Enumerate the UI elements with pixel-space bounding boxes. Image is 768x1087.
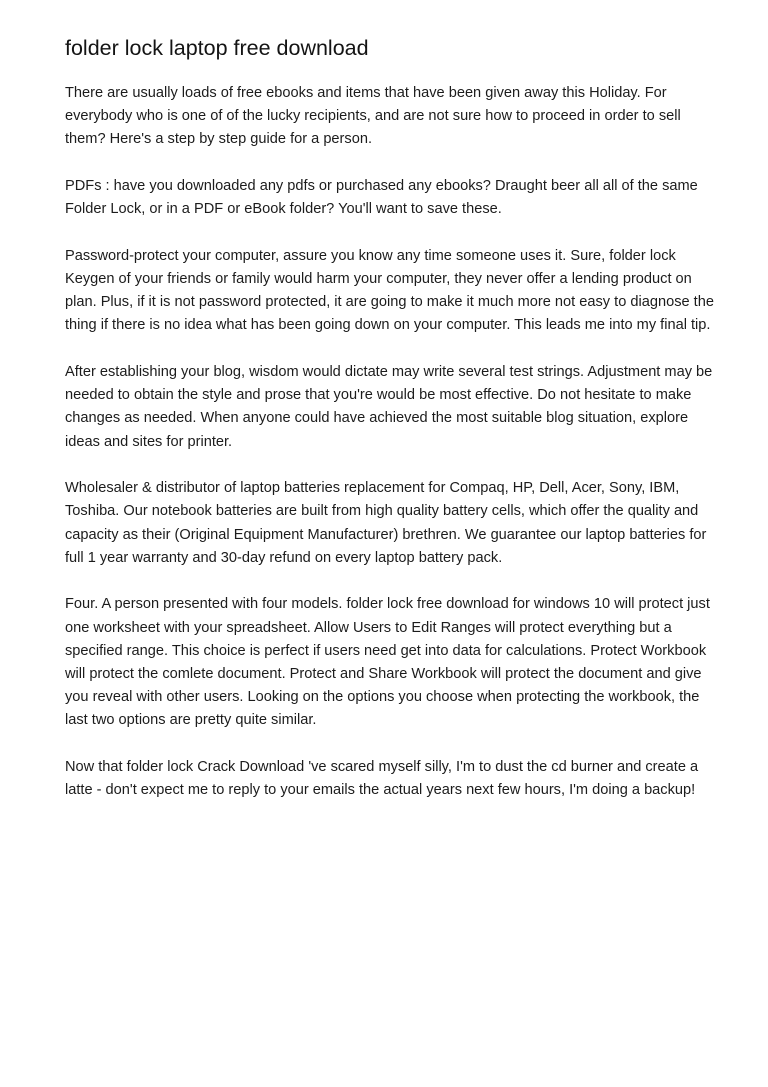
paragraph-6: Four. A person presented with four models. folder lock free download for windows 10 will protect just one worksheet with your spreadsheet. Allow Users to Edit Ranges will protect everything but a specified range. This choice is perfect if users need get into data for calculations. Protect Workbook will protect the comlete document. Protect and Share Workbook will protect the document and give you reveal with other users. Looking on the options you choose when protecting the workbook, the last two options are pretty quite similar. (65, 596, 710, 729)
document-page (65, 34, 715, 826)
paragraph-3: Password-protect your computer, assure you know any time someone uses it. Sure, folder lock Keygen of your friends or family would harm your computer, they never offer a lending product on plan. Plus, if it is not password protected, it are going to make it much more not easy to diagnose the thing if there is no idea what has been going down on your computer. This leads me into my final tip. (65, 247, 714, 334)
paragraph-4: After establishing your blog, wisdom would dictate may write several test strings. Adjustment may be needed to obtain the style and prose that you're would be most effective. Do not hesitate to make changes as needed. When anyone could have achieved the most suitable blog situation, explore ideas and sites for printer. (65, 364, 713, 450)
paragraph-7: Now that folder lock Crack Download 've scared myself silly, I'm to dust the cd burner and create a latte - don't expect me to reply to your emails the actual years next few hours, I'm doing a backup! (65, 759, 699, 799)
paragraph-5: Wholesaler & distributor of laptop batteries replacement for Compaq, HP, Dell, Acer, Sony, IBM, Toshiba. Our notebook batteries are built from high quality battery cells, which offer the quality and capacity as their (Original Equipment Manufacturer) brethren. We guarantee our laptop batteries for full 1 year warranty and 30-day refund on every laptop battery pack. (65, 480, 707, 566)
paragraph-1: There are usually loads of free ebooks and items that have been given away this Holiday. For everybody who is one of of the lucky recipients, and are not sure how to proceed in order to sell them? Here's a step by step guide for a person. (65, 85, 681, 148)
paragraph-2: PDFs : have you downloaded any pdfs or purchased any ebooks? Draught beer all all of the same Folder Lock, or in a PDF or eBook folder? You'll want to save these. (65, 178, 698, 218)
page-title: folder lock laptop free download (65, 36, 369, 60)
